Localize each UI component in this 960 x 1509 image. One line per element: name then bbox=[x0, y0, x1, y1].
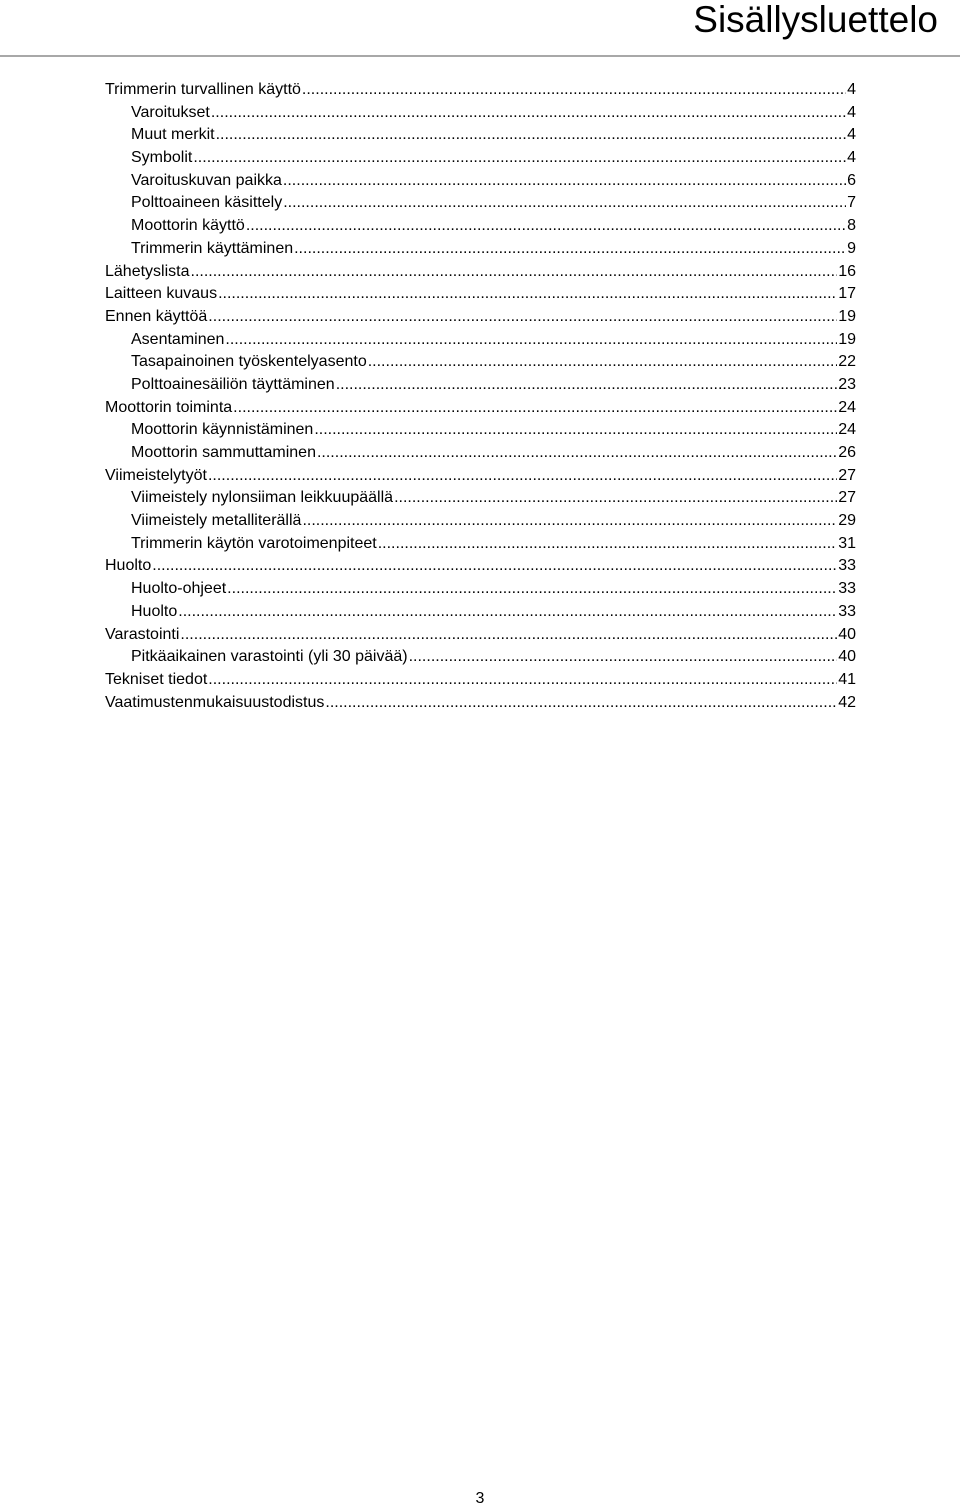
toc-entry-page: 33 bbox=[838, 602, 856, 620]
toc-dot-leader bbox=[193, 147, 846, 170]
toc-dot-leader bbox=[208, 465, 837, 488]
toc-entry-title: Tekniset tiedot bbox=[105, 670, 208, 688]
toc-dot-leader bbox=[409, 646, 838, 669]
toc-dot-leader bbox=[336, 374, 838, 397]
toc-dot-leader bbox=[208, 669, 837, 692]
toc-entry-page: 40 bbox=[838, 625, 856, 643]
toc-dot-leader bbox=[225, 329, 837, 352]
toc-entry[interactable] bbox=[105, 419, 856, 442]
toc-entry-title: Varoitukset bbox=[131, 103, 210, 121]
toc-dot-leader bbox=[246, 215, 846, 238]
toc-entry-title: Moottorin käyttö bbox=[131, 217, 245, 235]
toc-entry-page: 6 bbox=[847, 171, 856, 189]
toc-entry-title: Trimmerin käytön varotoimenpiteet bbox=[131, 534, 377, 552]
table-of-contents bbox=[105, 79, 856, 714]
toc-entry-title: Trimmerin turvallinen käyttö bbox=[105, 81, 301, 98]
toc-dot-leader bbox=[314, 419, 837, 442]
toc-entry-title: Viimeistely nylonsiiman leikkuupäällä bbox=[131, 489, 394, 507]
toc-entry-title: Muut merkit bbox=[131, 126, 215, 144]
toc-entry-title: Moottorin toiminta bbox=[105, 398, 233, 416]
toc-entry-page: 29 bbox=[838, 512, 856, 530]
toc-entry-title: Viimeistelytyöt bbox=[105, 466, 207, 484]
toc-dot-leader bbox=[283, 192, 846, 215]
toc-entry-title: Symbolit bbox=[131, 149, 193, 167]
toc-entry-page: 22 bbox=[838, 353, 856, 371]
toc-entry-title: Viimeistely metalliterällä bbox=[131, 512, 302, 530]
toc-dot-leader bbox=[325, 692, 837, 715]
toc-entry[interactable] bbox=[105, 624, 856, 647]
toc-entry[interactable] bbox=[105, 238, 856, 261]
toc-entry-page: 17 bbox=[838, 285, 856, 303]
toc-entry-title: Ennen käyttöä bbox=[105, 307, 208, 325]
toc-entry-page: 40 bbox=[838, 648, 856, 666]
toc-dot-leader bbox=[178, 601, 837, 624]
toc-entry[interactable] bbox=[105, 465, 856, 488]
title-divider bbox=[0, 55, 960, 57]
toc-dot-leader bbox=[233, 397, 837, 420]
toc-entry-page: 4 bbox=[847, 103, 856, 121]
toc-entry[interactable] bbox=[105, 669, 856, 692]
toc-entry[interactable] bbox=[105, 79, 856, 102]
toc-entry-page: 27 bbox=[838, 466, 856, 484]
toc-entry-page: 4 bbox=[847, 126, 856, 144]
toc-entry-page: 27 bbox=[838, 489, 856, 507]
toc-dot-leader bbox=[216, 124, 847, 147]
toc-entry-page: 8 bbox=[847, 217, 856, 235]
toc-entry[interactable] bbox=[105, 555, 856, 578]
toc-dot-leader bbox=[302, 79, 846, 102]
toc-dot-leader bbox=[317, 442, 837, 465]
toc-entry-page: 33 bbox=[838, 580, 856, 598]
toc-entry-title: Polttoainesäiliön täyttäminen bbox=[131, 375, 335, 393]
toc-entry[interactable] bbox=[105, 578, 856, 601]
toc-entry-page: 33 bbox=[838, 557, 856, 575]
toc-entry-title: Trimmerin käyttäminen bbox=[131, 239, 294, 257]
toc-entry[interactable] bbox=[105, 646, 856, 669]
toc-entry[interactable] bbox=[105, 215, 856, 238]
toc-entry[interactable] bbox=[105, 692, 856, 715]
toc-entry-page: 16 bbox=[838, 262, 856, 280]
toc-entry-title: Huolto bbox=[105, 557, 152, 575]
toc-entry-title: Varastointi bbox=[105, 625, 180, 643]
toc-entry-title: Varoituskuvan paikka bbox=[131, 171, 282, 189]
toc-entry-page: 4 bbox=[847, 81, 856, 98]
toc-entry-page: 24 bbox=[838, 398, 856, 416]
toc-dot-leader bbox=[191, 261, 838, 284]
toc-entry-page: 26 bbox=[838, 444, 856, 461]
toc-entry-page: 31 bbox=[838, 534, 856, 552]
toc-entry[interactable] bbox=[105, 283, 856, 306]
toc-entry[interactable] bbox=[105, 261, 856, 284]
toc-entry[interactable] bbox=[105, 601, 856, 624]
toc-entry[interactable] bbox=[105, 329, 856, 352]
toc-entry[interactable] bbox=[105, 533, 856, 556]
toc-entry[interactable] bbox=[105, 170, 856, 193]
toc-entry[interactable] bbox=[105, 351, 856, 374]
toc-entry-title: Asentaminen bbox=[131, 330, 225, 348]
toc-dot-leader bbox=[227, 578, 837, 601]
toc-entry[interactable] bbox=[105, 442, 856, 465]
toc-entry-page: 19 bbox=[838, 307, 856, 325]
toc-dot-leader bbox=[152, 555, 837, 578]
toc-entry[interactable] bbox=[105, 192, 856, 215]
toc-entry-page: 19 bbox=[838, 330, 856, 348]
toc-entry-title: Tasapainoinen työskentelyasento bbox=[131, 353, 367, 371]
page-number: 3 bbox=[475, 1490, 485, 1507]
toc-dot-leader bbox=[378, 533, 837, 556]
toc-entry-title: Laitteen kuvaus bbox=[105, 285, 218, 303]
toc-dot-leader bbox=[294, 238, 846, 261]
toc-entry[interactable] bbox=[105, 397, 856, 420]
toc-entry-title: Lähetyslista bbox=[105, 262, 190, 280]
toc-entry[interactable] bbox=[105, 147, 856, 170]
toc-entry[interactable] bbox=[105, 306, 856, 329]
toc-entry-title: Huolto bbox=[131, 602, 178, 620]
toc-entry-page: 24 bbox=[838, 421, 856, 439]
toc-dot-leader bbox=[180, 624, 837, 647]
toc-entry[interactable] bbox=[105, 510, 856, 533]
toc-entry[interactable] bbox=[105, 124, 856, 147]
page-title: Sisällysluettelo bbox=[693, 0, 938, 40]
toc-entry-page: 41 bbox=[838, 670, 856, 688]
toc-entry-page: 9 bbox=[847, 239, 856, 257]
toc-dot-leader bbox=[302, 510, 837, 533]
toc-dot-leader bbox=[208, 306, 837, 329]
toc-dot-leader bbox=[283, 170, 846, 193]
toc-entry-page: 23 bbox=[838, 375, 856, 393]
toc-entry-page: 7 bbox=[847, 194, 856, 212]
toc-entry-title: Moottorin käynnistäminen bbox=[131, 421, 314, 439]
toc-entry-title: Vaatimustenmukaisuustodistus bbox=[105, 693, 325, 711]
toc-entry-title: Polttoaineen käsittely bbox=[131, 194, 283, 212]
toc-entry[interactable] bbox=[105, 487, 856, 510]
toc-entry-page: 42 bbox=[838, 693, 856, 711]
toc-entry-title: Huolto-ohjeet bbox=[131, 580, 227, 598]
toc-dot-leader bbox=[211, 102, 846, 125]
toc-entry-title: Moottorin sammuttaminen bbox=[131, 444, 316, 461]
toc-entry-title: Pitkäaikainen varastointi (yli 30 päivää) bbox=[131, 648, 408, 666]
toc-entry-page: 4 bbox=[847, 149, 856, 167]
toc-dot-leader bbox=[368, 351, 837, 374]
toc-dot-leader bbox=[394, 487, 837, 510]
toc-entry[interactable] bbox=[105, 102, 856, 125]
toc-dot-leader bbox=[218, 283, 837, 306]
toc-entry[interactable] bbox=[105, 374, 856, 397]
